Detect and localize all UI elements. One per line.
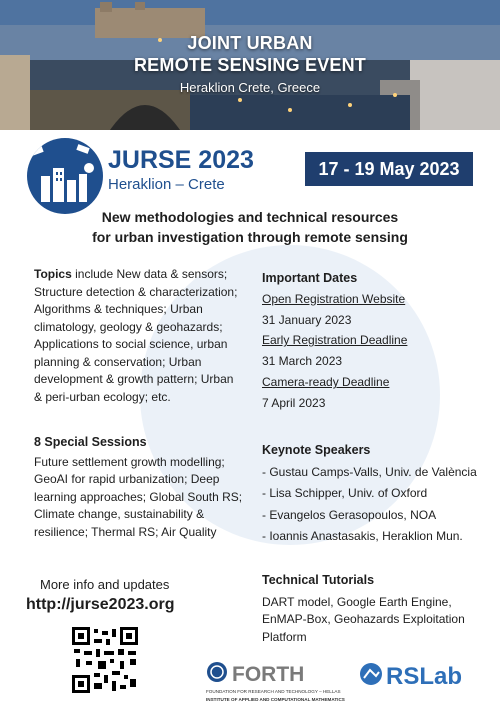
tutorial-line: EnMAP-Box, Geohazards Exploitation	[262, 612, 465, 626]
event-name: JURSE 2023	[108, 146, 254, 174]
rslab-logo	[358, 660, 488, 695]
important-dates-heading: Important Dates	[262, 271, 358, 285]
date-item-name[interactable]: Open Registration Website	[262, 291, 406, 306]
banner-title-line1: JOINT URBAN	[187, 33, 313, 53]
keynote-speakers-heading: Keynote Speakers	[262, 443, 371, 457]
topics-line: Algorithms & techniques; Urban	[34, 302, 203, 316]
headline-line2: for urban investigation through remote sensing	[92, 229, 408, 245]
session-line: GeoAI for rapid urbanization; Deep	[34, 472, 220, 486]
topics-line: & peri-urban ecology; etc.	[34, 389, 171, 404]
date-item-name[interactable]: Early Registration Deadline	[262, 333, 408, 348]
topics-line: Structure detection & characterization;	[34, 284, 238, 299]
speaker-item: - Ioannis Anastasakis, Heraklion Mun.	[262, 529, 463, 543]
tutorials-heading: Technical Tutorials	[262, 573, 375, 587]
session-line: Climate change, sustainability &	[34, 507, 205, 521]
event-dates-badge: 17 - 19 May 2023	[305, 152, 473, 186]
forth-name: FORTH	[232, 663, 305, 686]
speaker-item: - Lisa Schipper, Univ. of Oxford	[262, 486, 428, 500]
date-item-date: 31 March 2023	[262, 354, 343, 369]
special-sessions-heading: 8 Special Sessions	[34, 435, 147, 449]
jurse-logo-icon	[27, 138, 103, 214]
date-item-date: 7 April 2023	[262, 395, 326, 410]
forth-logo	[206, 660, 356, 710]
special-sessions-section	[34, 434, 254, 541]
date-item-name[interactable]: Camera-ready Deadline	[262, 374, 390, 389]
forth-institute: INSTITUTE OF APPLIED AND COMPUTATIONAL MATHEMATICS	[206, 697, 345, 702]
banner-location: Heraklion Crete, Greece	[179, 80, 321, 95]
speaker-item: - Gustau Camps-Valls, Univ. de València	[262, 464, 477, 479]
topics-line: planning & conservation; Urban	[34, 354, 202, 369]
topics-line: Applications to social science, urban	[34, 337, 228, 351]
header-banner	[0, 0, 500, 130]
qr-code-icon[interactable]	[72, 627, 138, 693]
date-item-date: 31 January 2023	[262, 312, 352, 327]
event-city: Heraklion – Crete	[108, 176, 225, 193]
topics-line: include New data & sensors;	[71, 267, 228, 281]
session-line: Future settlement growth modelling;	[34, 454, 225, 469]
session-line: resilience; Thermal RS; Air Quality	[34, 524, 217, 539]
banner-title-line2: REMOTE SENSING EVENT	[133, 55, 367, 75]
keynote-speakers-section	[262, 440, 492, 548]
more-info-text: More info and updates	[40, 577, 170, 592]
speaker-item: - Evangelos Gerasopoulos, NOA	[262, 507, 437, 522]
important-dates-section	[262, 268, 482, 414]
topics-label: Topics	[34, 267, 72, 281]
session-line: learning approaches; Global South RS;	[34, 489, 243, 504]
headline-line1: New methodologies and technical resources	[101, 209, 399, 225]
topics-section	[34, 266, 254, 406]
topics-line: climatology, geology & geohazards;	[34, 319, 223, 334]
tutorial-line: DART model, Google Earth Engine,	[262, 594, 452, 609]
forth-tagline: FOUNDATION FOR RESEARCH AND TECHNOLOGY – HELLAS	[206, 689, 341, 694]
tutorial-line: Platform	[262, 629, 307, 644]
headline	[0, 207, 500, 247]
rslab-name: RSLab	[386, 663, 463, 690]
website-link[interactable]: http://jurse2023.org	[26, 596, 175, 613]
technical-tutorials-section	[262, 572, 492, 646]
topics-line: development & growth pattern; Urban	[34, 372, 234, 386]
